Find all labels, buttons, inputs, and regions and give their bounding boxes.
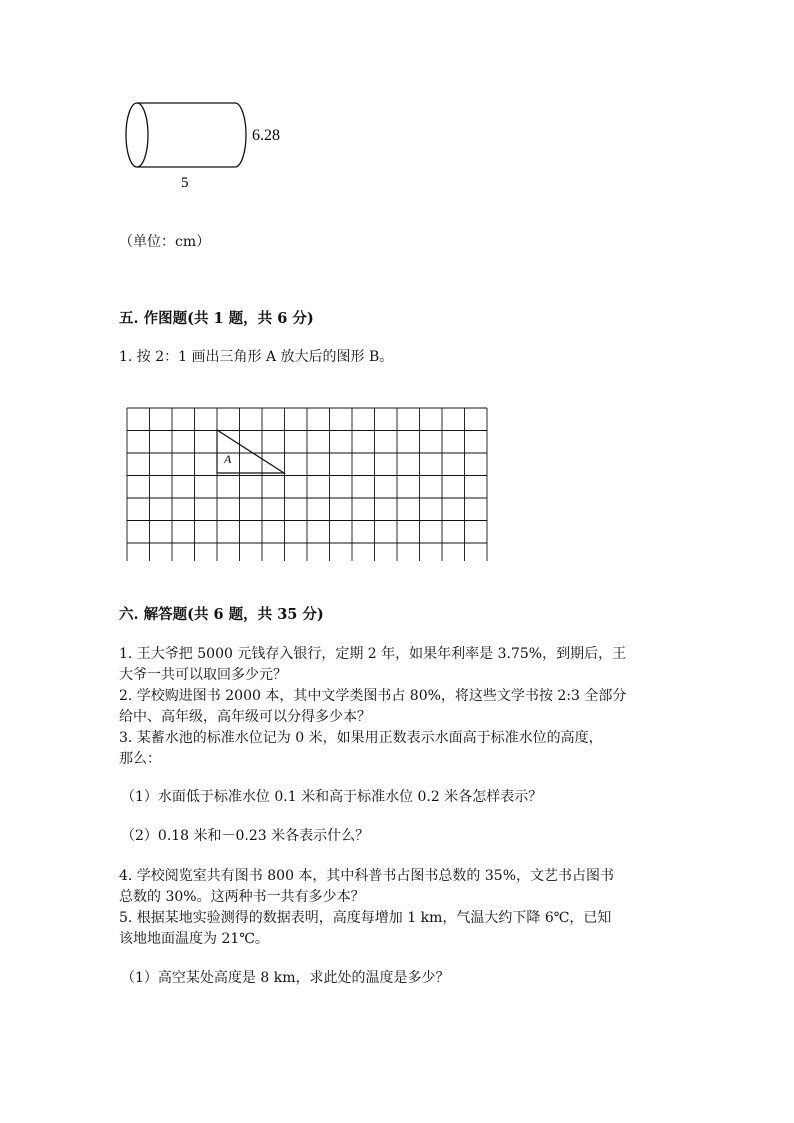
cylinder-height-label: 6.28 — [252, 127, 280, 144]
drawing-grid — [126, 407, 490, 561]
section-6-q3-line-2: 那么： — [119, 751, 161, 767]
section-6-q1-line-1: 1. 王大爷把 5000 元钱存入银行，定期 2 年，如果年利率是 3.75%，到期后，王 — [119, 646, 627, 662]
section-6-q3-line-1: 3. 某蓄水池的标准水位记为 0 米，如果用正数表示水面高于标准水位的高度， — [119, 730, 603, 746]
grid-lines — [127, 408, 487, 561]
cylinder-left-face — [126, 103, 148, 167]
section-5-question-1: 1. 按 2：1 画出三角形 A 放大后的图形 B。 — [119, 349, 394, 365]
triangle-a-label: A — [224, 452, 232, 466]
section-6-q4-line-1: 4. 学校阅览室共有图书 800 本，其中科普书占图书总数的 35%，文艺书占图书 — [119, 868, 614, 884]
section-6-q5-line-2: 该地地面温度为 21℃。 — [119, 931, 269, 947]
section-6-heading: 六. 解答题(共 6 题，共 35 分) — [119, 606, 324, 623]
cylinder-figure — [110, 90, 310, 200]
unit-note: （单位：cm） — [119, 234, 211, 250]
section-6-q5-line-1: 5. 根据某地实验测得的数据表明，高度每增加 1 km，气温大约下降 6℃，已知 — [119, 910, 612, 926]
section-6-q3-sub-2: （2）0.18 米和－0.23 米各表示什么？ — [121, 828, 370, 844]
section-6-q3-sub-1: （1）水面低于标准水位 0.1 米和高于标准水位 0.2 米各怎样表示？ — [121, 789, 543, 805]
section-6-q5-sub-1: （1）高空某处高度是 8 km，求此处的温度是多少？ — [121, 970, 450, 986]
section-6-q2-line-1: 2. 学校购进图书 2000 本，其中文学类图书占 80%，将这些文学书按 2:3 全部分 — [119, 688, 627, 704]
section-6-q2-line-2: 给中、高年级，高年级可以分得多少本？ — [119, 709, 371, 725]
section-6-q4-line-2: 总数的 30%。这两种书一共有多少本？ — [119, 889, 365, 905]
cylinder-right-face — [235, 103, 246, 167]
cylinder-width-label: 5 — [181, 175, 189, 191]
section-6-q1-line-2: 大爷一共可以取回多少元？ — [119, 667, 287, 683]
section-5-heading: 五. 作图题(共 1 题，共 6 分) — [119, 310, 314, 327]
